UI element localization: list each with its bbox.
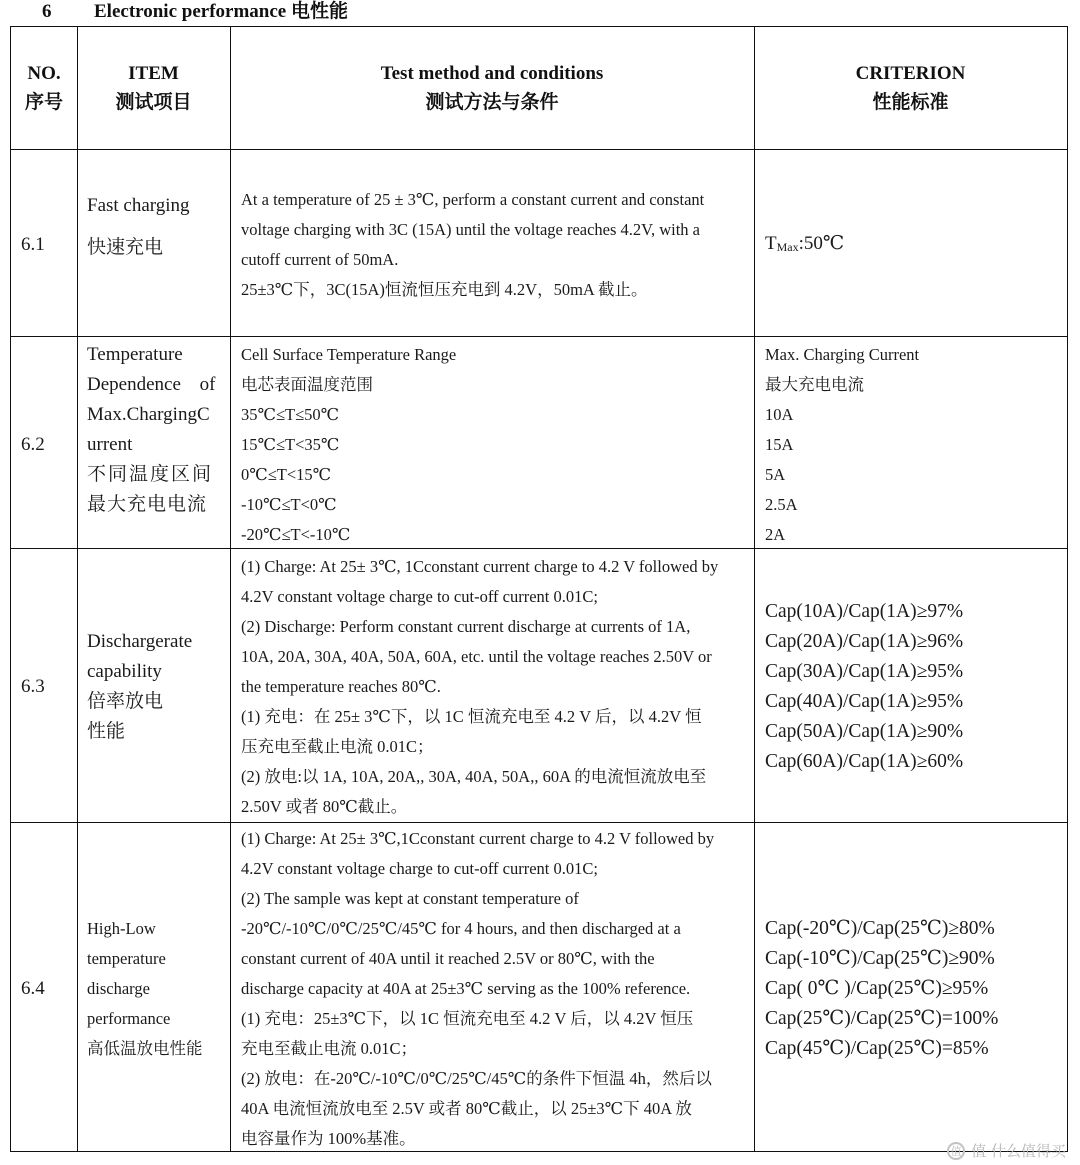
method-line: 25±3℃下，3C(15A)恒流恒压充电到 4.2V，50mA 截止。: [241, 280, 648, 299]
criterion-value: :50℃: [798, 233, 845, 254]
method-cell: [241, 340, 749, 550]
column-divider: [754, 27, 755, 1151]
item-line: Fast charging: [87, 195, 190, 216]
item-line: Dependence of: [87, 374, 216, 395]
item-cell: [87, 340, 222, 520]
item-cell: [87, 627, 222, 747]
header-no-en: NO.: [27, 63, 61, 84]
row-divider: [11, 822, 1067, 823]
criterion-cell: [765, 340, 1061, 550]
criterion-line: Cap( 0℃ )/Cap(25℃)≥95%: [765, 978, 989, 999]
method-line: 2.50V 或者 80℃截止。: [241, 797, 408, 816]
criterion-line: 最大充电电流: [765, 375, 864, 394]
method-cell: [241, 824, 749, 1154]
criterion-line: Max. Charging Current: [765, 345, 920, 364]
column-divider: [77, 27, 78, 1151]
item-line: Max.ChargingC: [87, 404, 210, 425]
row-number: 6.2: [21, 434, 45, 455]
method-line: (1) Charge: At 25± 3℃, 1Cconstant current charge to 4.2 V followed by: [241, 557, 719, 576]
row-divider: [11, 149, 1067, 150]
method-line: At a temperature of 25 ± 3℃, perform a constant current and constant: [241, 190, 705, 209]
item-line: High-Low: [87, 919, 156, 938]
watermark-text: 值 什么值得买: [971, 1142, 1066, 1160]
item-line: Dischargerate: [87, 631, 193, 652]
method-line: (2) The sample was kept at constant temperature of: [241, 889, 579, 908]
method-line: 10A, 20A, 30A, 40A, 50A, 60A, etc. until the voltage reaches 2.50V or: [241, 647, 712, 666]
criterion-line: Cap(20A)/Cap(1A)≥96%: [765, 631, 964, 652]
section-title: Electronic performance 电性能: [94, 1, 348, 22]
criterion-cell: [765, 914, 1061, 1064]
method-line: 电芯表面温度范围: [241, 375, 373, 394]
criterion-line: Cap(40A)/Cap(1A)≥95%: [765, 691, 964, 712]
method-cell: [241, 552, 749, 822]
header-method-en: Test method and conditions: [380, 63, 604, 84]
header-criterion-en: CRITERION: [855, 63, 966, 84]
item-line: performance: [87, 1009, 171, 1028]
criterion-cell: [765, 597, 1061, 777]
header-no: [11, 27, 77, 149]
header-item: [77, 27, 230, 149]
criterion-line: Cap(-20℃)/Cap(25℃)≥80%: [765, 918, 995, 939]
method-line: (1) 充电：在 25± 3℃下，以 1C 恒流充电至 4.2 V 后，以 4.2V 恒: [241, 707, 702, 726]
criterion-cell: [765, 229, 1061, 262]
item-line: urrent: [87, 434, 133, 455]
criterion-line: 10A: [765, 405, 794, 424]
criterion-line: Cap(10A)/Cap(1A)≥97%: [765, 601, 964, 622]
criterion-line: 2A: [765, 525, 786, 544]
row-number: 6.1: [21, 234, 45, 255]
method-line: 电容量作为 100%基准。: [241, 1129, 416, 1148]
method-line: -20℃/-10℃/0℃/25℃/45℃ for 4 hours, and then discharged at a: [241, 919, 681, 938]
method-line: 35℃≤T≤50℃: [241, 405, 340, 424]
method-line: 4.2V constant voltage charge to cut-off current 0.01C;: [241, 859, 598, 878]
item-line: 倍率放电: [87, 691, 164, 712]
method-line: (2) 放电:以 1A, 10A, 20A,, 30A, 40A, 50A,, 60A 的电流恒流放电至: [241, 767, 707, 786]
item-line: capability: [87, 661, 162, 682]
method-line: 充电至截止电流 0.01C；: [241, 1039, 418, 1058]
criterion-subscript: Max: [776, 240, 799, 254]
header-criterion: [754, 27, 1067, 149]
method-line: constant current of 40A until it reached 2.5V or 80℃, with the: [241, 949, 655, 968]
item-line: discharge: [87, 979, 150, 998]
method-line: 压充电至截止电流 0.01C；: [241, 737, 434, 756]
item-line: 不同温度区间: [87, 464, 214, 485]
header-item-en: ITEM: [128, 63, 179, 84]
item-line: 快速充电: [87, 237, 164, 258]
criterion-line: 2.5A: [765, 495, 798, 514]
item-line: 高低温放电性能: [87, 1039, 203, 1058]
row-number: 6.3: [21, 676, 45, 697]
criterion-line: 15A: [765, 435, 794, 454]
header-item-zh: 测试项目: [115, 92, 192, 113]
method-line: -20℃≤T<-10℃: [241, 525, 351, 544]
method-line: 4.2V constant voltage charge to cut-off current 0.01C;: [241, 587, 598, 606]
method-line: -10℃≤T<0℃: [241, 495, 337, 514]
item-line: Temperature: [87, 344, 183, 365]
method-line: 0℃≤T<15℃: [241, 465, 332, 484]
row-divider: [11, 336, 1067, 337]
method-line: discharge capacity at 40A at 25±3℃ serving as the 100% reference.: [241, 979, 691, 998]
criterion-line: Cap(25℃)/Cap(25℃)=100%: [765, 1008, 999, 1029]
header-no-zh: 序号: [24, 92, 63, 113]
method-line: 15℃≤T<35℃: [241, 435, 340, 454]
item-line: temperature: [87, 949, 166, 968]
row-number: 6.4: [21, 978, 45, 999]
criterion-line: Cap(60A)/Cap(1A)≥60%: [765, 751, 964, 772]
header-method: [230, 27, 754, 149]
column-divider: [230, 27, 231, 1151]
smzdm-logo-icon: 值: [947, 1142, 965, 1160]
performance-table: [10, 26, 1068, 1152]
criterion-symbol: T: [765, 233, 777, 254]
item-cell: [87, 191, 222, 263]
item-line: 性能: [87, 721, 126, 742]
watermark: [947, 1140, 1066, 1161]
criterion-line: 5A: [765, 465, 786, 484]
section-heading: [0, 0, 1080, 26]
method-line: (2) 放电：在-20℃/-10℃/0℃/25℃/45℃的条件下恒温 4h，然后以: [241, 1069, 712, 1088]
method-line: Cell Surface Temperature Range: [241, 345, 457, 364]
method-line: (1) Charge: At 25± 3℃,1Cconstant current charge to 4.2 V followed by: [241, 829, 715, 848]
criterion-line: Cap(30A)/Cap(1A)≥95%: [765, 661, 964, 682]
method-line: the temperature reaches 80℃.: [241, 677, 441, 696]
method-line: voltage charging with 3C (15A) until the voltage reaches 4.2V, with a: [241, 220, 700, 239]
criterion-line: Cap(-10℃)/Cap(25℃)≥90%: [765, 948, 995, 969]
method-line: cutoff current of 50mA.: [241, 250, 399, 269]
header-criterion-zh: 性能标准: [872, 92, 949, 113]
criterion-line: Cap(50A)/Cap(1A)≥90%: [765, 721, 964, 742]
section-number: 6: [42, 1, 52, 22]
item-cell: [87, 914, 222, 1064]
method-line: 40A 电流恒流放电至 2.5V 或者 80℃截止，以 25±3℃下 40A 放: [241, 1099, 692, 1118]
method-line: (1) 充电：25±3℃下，以 1C 恒流充电至 4.2 V 后，以 4.2V 恒压: [241, 1009, 694, 1028]
method-line: (2) Discharge: Perform constant current discharge at currents of 1A,: [241, 617, 691, 636]
item-line: 最大充电电流: [87, 494, 208, 515]
method-cell: [241, 185, 749, 305]
criterion-line: Cap(45℃)/Cap(25℃)=85%: [765, 1038, 989, 1059]
header-method-zh: 测试方法与条件: [425, 92, 559, 113]
